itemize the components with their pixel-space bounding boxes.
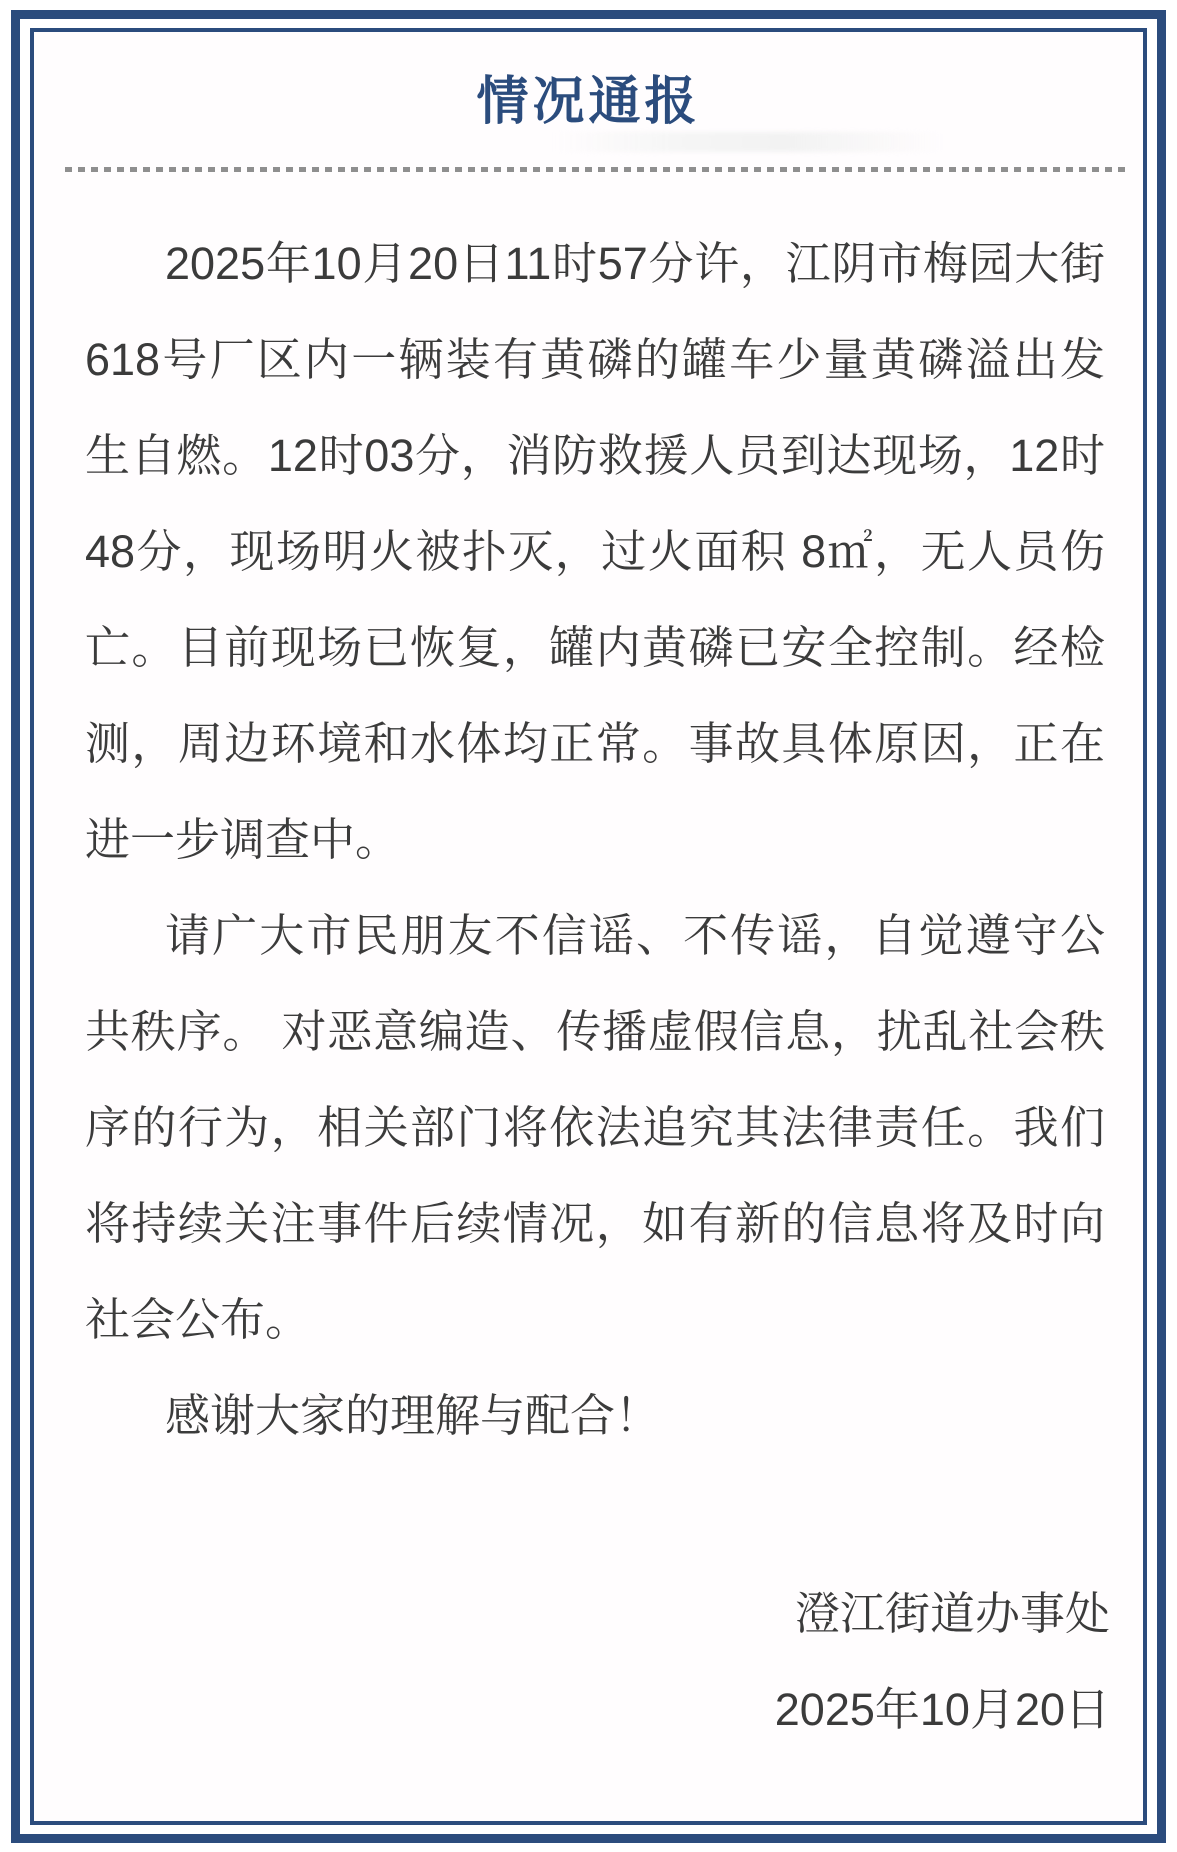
inner-border-frame: [30, 28, 1147, 1825]
signature-block: [34, 1566, 1110, 1758]
notice-paragraph-incident: 2025年10月20日11时57分许，江阴市梅园大街618号厂区内一辆装有黄磷的罐车少量黄磷溢出发生自燃。12时03分，消防救援人员到达现场，12时48分，现场明火被扑灭，过火面积 8㎡，无人员伤亡。目前现场已恢复，罐内黄磷已安全控制。经检测，周边环境和水体均正常。事故具体原因，正在进一步调查中。: [85, 238, 1105, 865]
outer-border-frame: [11, 10, 1166, 1843]
notice-paragraph-thanks: 感谢大家的理解与配合！: [165, 1390, 661, 1441]
notice-paragraph-appeal: 请广大市民朋友不信谣、不传谣，自觉遵守公共秩序。 对恶意编造、传播虚假信息，扰乱社会秩序的行为，相关部门将依法追究其法律责任。我们将持续关注事件后续情况，如有新的信息将及时向社会公布。: [85, 910, 1105, 1345]
faint-watermark: [554, 132, 943, 152]
dashed-divider: [65, 167, 1125, 172]
notice-title: 情况通报: [476, 73, 701, 131]
issue-date: 2025年10月20日: [774, 1684, 1110, 1735]
notice-body: [85, 216, 1105, 1464]
issuer-signature: 澄江街道办事处: [794, 1588, 1110, 1639]
